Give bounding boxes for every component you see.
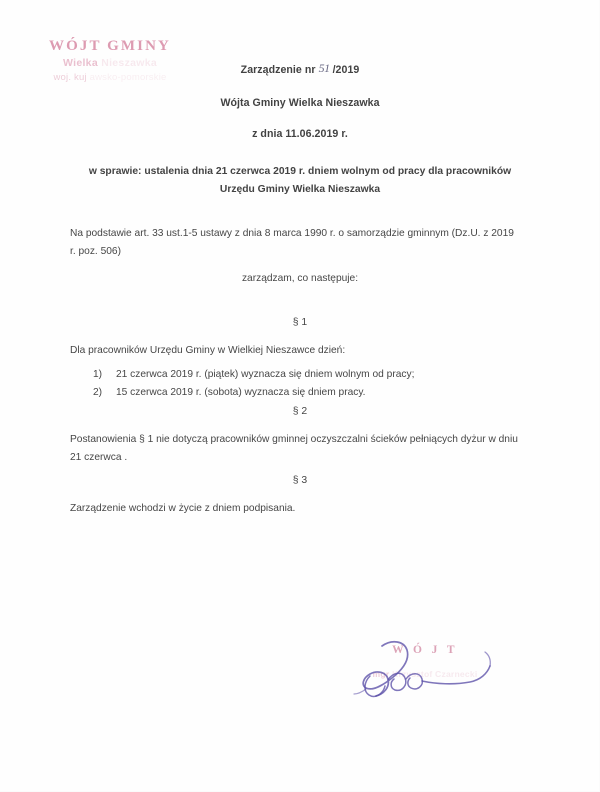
section-mark-1: § 1	[292, 317, 308, 328]
office-stamp-line3-faded: awsko-pomorskie	[89, 72, 167, 83]
office-stamp-line2-faded: Nieszawka	[101, 57, 158, 69]
signature-stamp-title: W Ó J T	[392, 644, 458, 656]
list-item	[93, 366, 523, 384]
document-subject	[70, 163, 530, 198]
list-item	[93, 384, 523, 402]
list-item-number: 1)	[93, 369, 103, 380]
section-mark-2: § 2	[292, 406, 308, 417]
section-1-lead: Dla pracowników Urzędu Gminy w Wielkiej Nieszawce dzień:	[70, 345, 346, 356]
ordinance-number-suffix: /2019	[332, 64, 360, 76]
enacting-clause: zarządzam, co następuje:	[241, 273, 359, 284]
subject-line1: w sprawie: ustalenia dnia 21 czerwca 2019 r. dniem wolnym od pracy dla pracowników	[88, 166, 512, 177]
section-mark-3: § 3	[292, 475, 308, 486]
ordinance-number-line	[0, 62, 600, 77]
office-stamp-line3-visible: woj. kuj	[53, 72, 87, 83]
issuing-authority-line: Wójta Gminy Wielka Nieszawka	[220, 97, 380, 109]
document-title-block	[0, 62, 600, 140]
signature-stamp-name-obscured: Krzysztof Czarnecki	[391, 669, 478, 679]
subject-line2: Urzędu Gminy Wielka Nieszawka	[219, 183, 381, 195]
signature-area	[330, 632, 520, 710]
issue-date-line: z dnia 11.06.2019 r.	[252, 128, 348, 140]
section-2-text: Postanowienia § 1 nie dotyczą pracowników gminnej oczyszczalni ścieków pełniących dyżur w dniu 21 czerwca .	[70, 434, 518, 464]
section-1-item-list	[93, 366, 523, 402]
section-3-text: Zarządzenie wchodzi w życie z dniem podpisania.	[70, 503, 296, 514]
signature-stamp-name-prefix: mgr	[372, 669, 390, 679]
handwritten-ordinance-number: 51	[318, 61, 330, 75]
handwritten-signature	[330, 632, 520, 710]
ordinance-number-prefix: Zarządzenie nr	[240, 64, 316, 76]
list-item-number: 2)	[93, 387, 103, 399]
legal-basis-paragraph: Na podstawie art. 33 ust.1-5 ustawy z dnia 8 marca 1990 r. o samorządzie gminnym (Dz.U. z 2019 r. poz. 506)	[70, 228, 514, 258]
office-stamp-line1: WÓJT GMINY	[49, 38, 171, 54]
office-stamp-line2-visible: Wielka	[62, 57, 98, 69]
list-item-text: 21 czerwca 2019 r. (piątek) wyznacza się dniem wolnym od pracy;	[116, 369, 415, 380]
list-item-text: 15 czerwca 2019 r. (sobota) wyznacza się dniem pracy.	[116, 387, 366, 399]
